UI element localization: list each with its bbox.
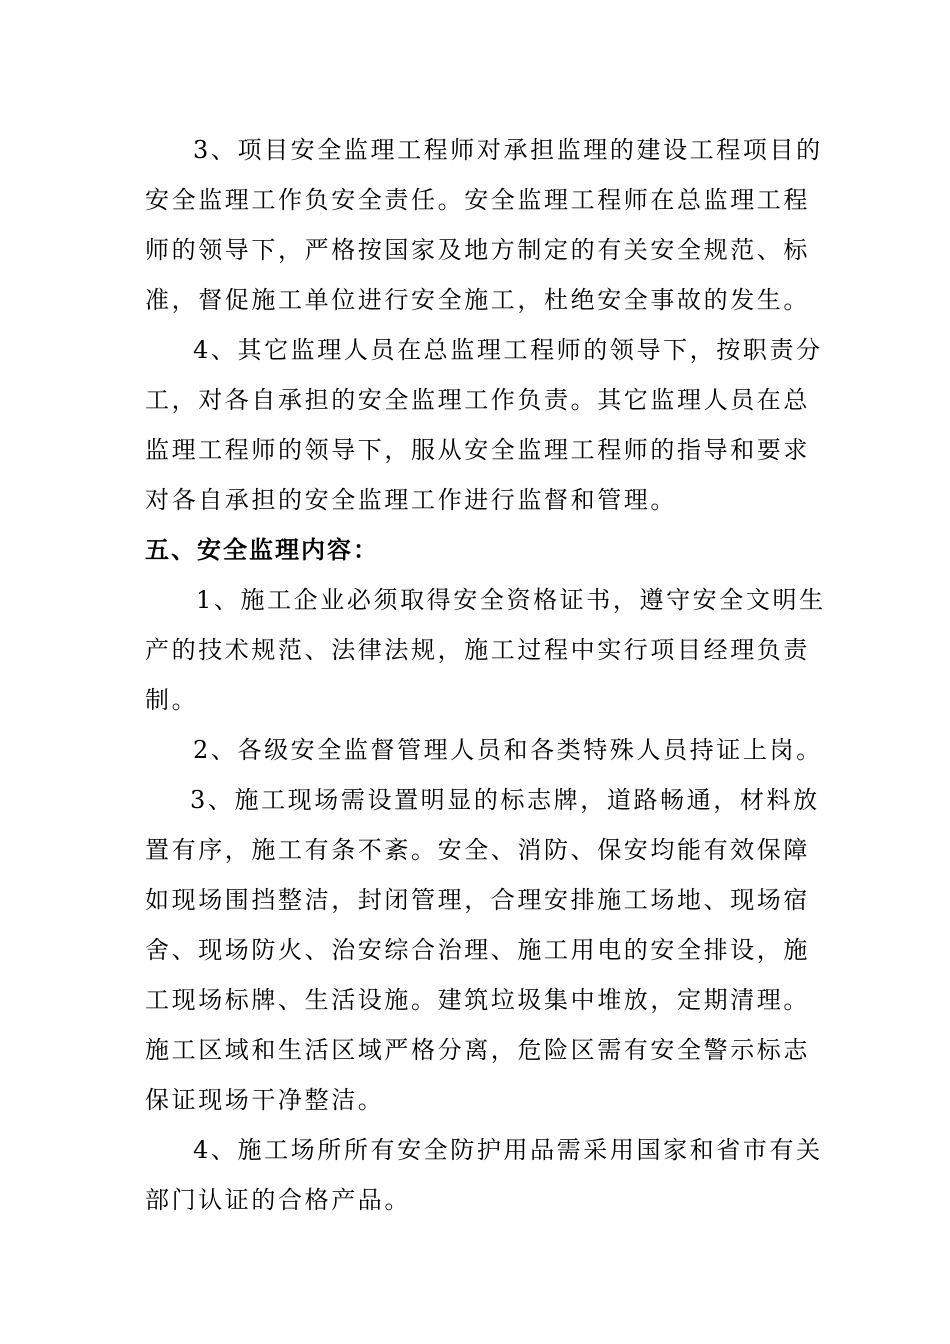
list-item-line: 制。 [145,686,199,714]
paragraph-line: 安全监理工作负安全责任。安全监理工程师在总监理工程 [145,186,810,214]
paragraph-line: 监理工程师的领导下，服从安全监理工程师的指导和要求 [145,436,810,464]
list-item-line: 产的技术规范、法律法规，施工过程中实行项目经理负责 [145,636,810,664]
paragraph-line: 师的领导下，严格按国家及地方制定的有关安全规范、标 [145,236,810,264]
section-heading: 五、安全监理内容： [145,536,379,564]
paragraph-line: 准，督促施工单位进行安全施工，杜绝安全事故的发生。 [145,286,810,314]
list-item-line: 置有序，施工有条不紊。安全、消防、保安均能有效保障 [145,836,810,864]
list-item-line: 部门认证的合格产品。 [145,1186,411,1214]
paragraph-line: 对各自承担的安全监理工作进行监督和管理。 [145,486,677,514]
list-item-line: 保证现场干净整洁。 [145,1086,385,1114]
paragraph-line: 3、项目安全监理工程师对承担监理的建设工程项目的 [193,136,823,164]
list-item-line: 1、施工企业必须取得安全资格证书，遵守安全文明生 [196,586,826,614]
list-item-line: 施工区域和生活区域严格分离，危险区需有安全警示标志 [145,1036,810,1064]
list-item-line: 工现场标牌、生活设施。建筑垃圾集中堆放，定期清理。 [145,986,810,1014]
list-item-line: 3、施工现场需设置明显的标志牌，道路畅通，材料放 [190,786,820,814]
list-item-line: 如现场围挡整洁，封闭管理，合理安排施工场地、现场宿 [145,886,810,914]
list-item-line: 舍、现场防火、治安综合治理、施工用电的安全排设，施 [145,936,810,964]
list-item-line: 2、各级安全监督管理人员和各类特殊人员持证上岗。 [193,736,823,764]
list-item-line: 4、施工场所所有安全防护用品需采用国家和省市有关 [193,1136,823,1164]
paragraph-line: 4、其它监理人员在总监理工程师的领导下，按职责分 [193,336,823,364]
paragraph-line: 工，对各自承担的安全监理工作负责。其它监理人员在总 [145,386,810,414]
